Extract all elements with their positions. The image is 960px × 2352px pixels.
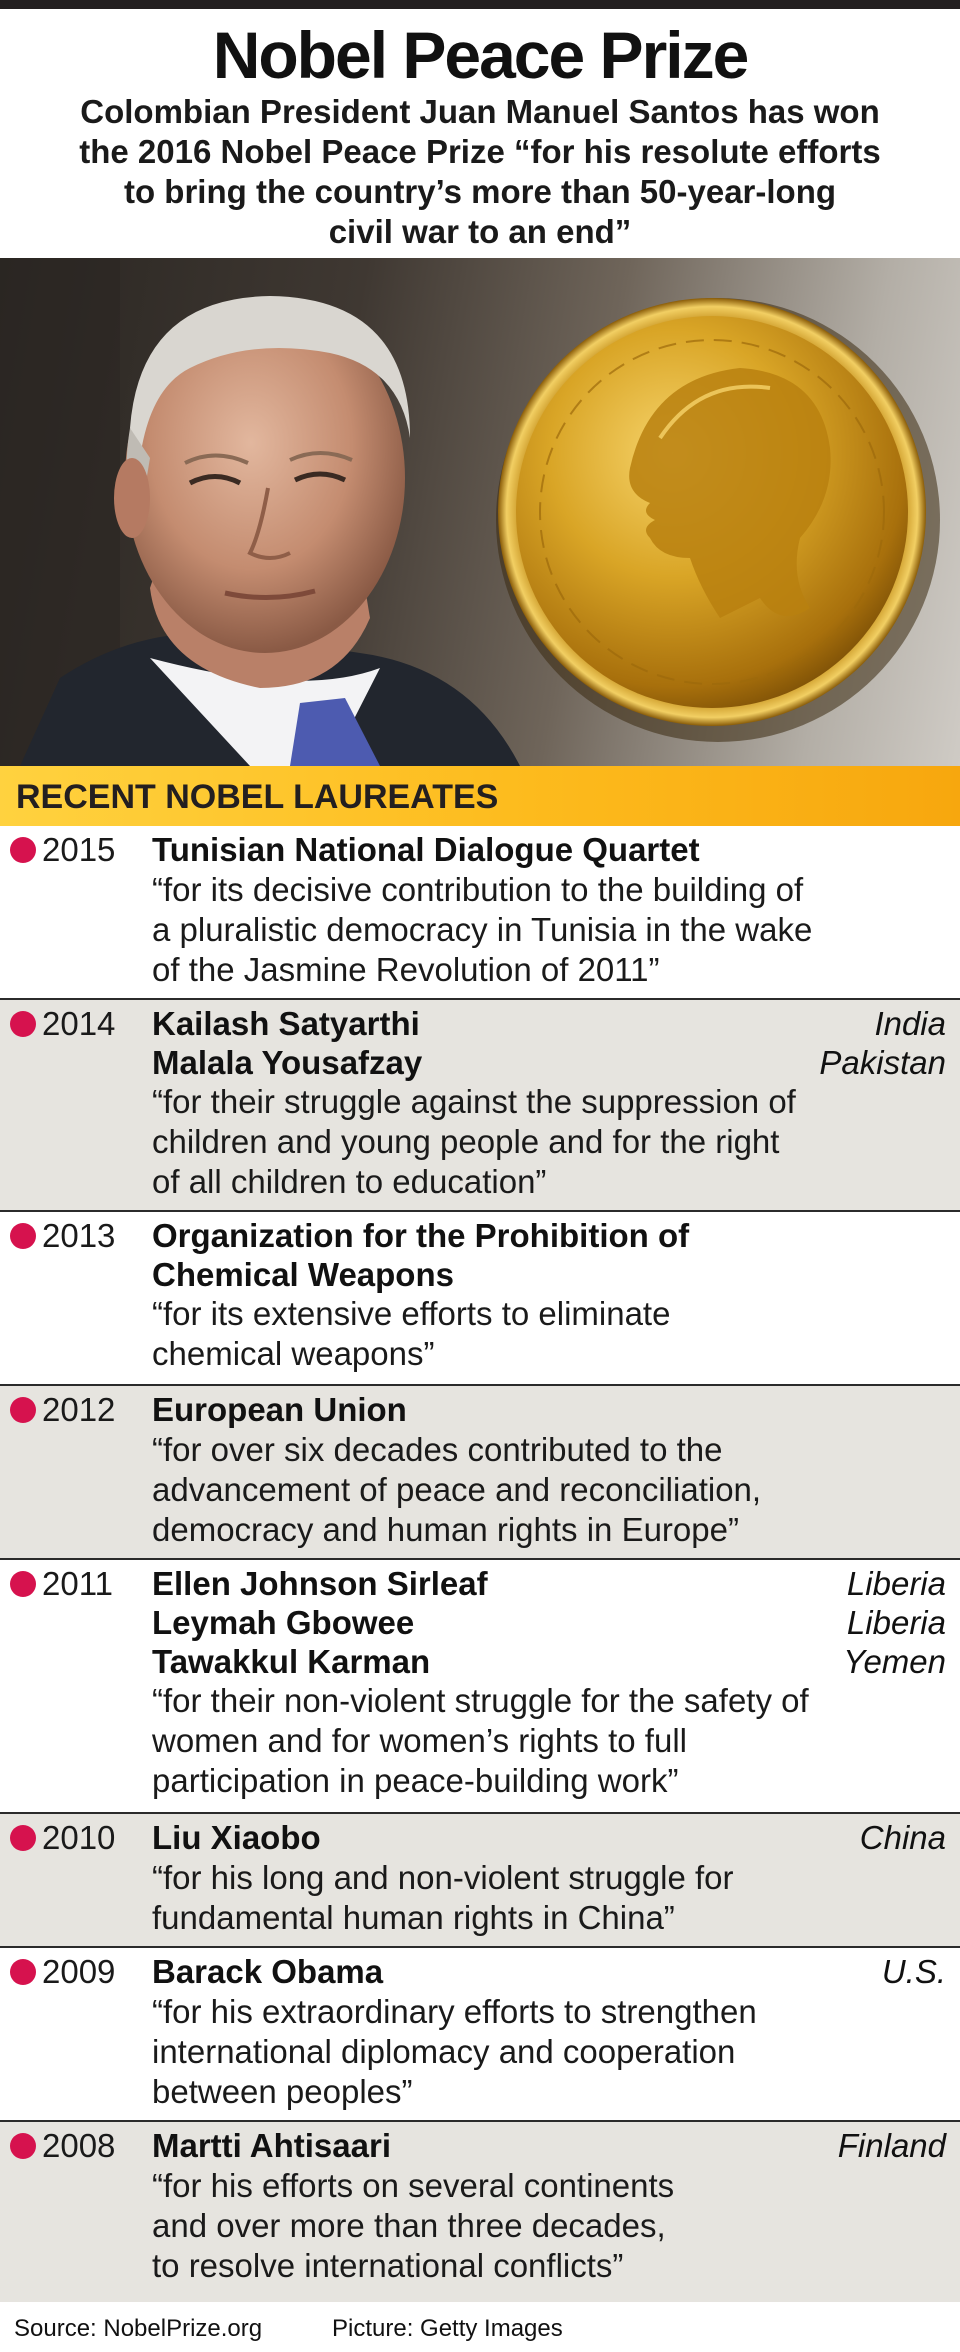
citation-line: fundamental human rights in China” bbox=[152, 1899, 675, 1936]
laureate-country: China bbox=[859, 1819, 946, 1856]
list-item bbox=[0, 1814, 960, 1948]
bullet-icon bbox=[10, 837, 36, 863]
citation-line: children and young people and for the right bbox=[152, 1123, 780, 1160]
laureate-country: U.S. bbox=[881, 1953, 946, 1990]
laureate-year: 2010 bbox=[42, 1819, 116, 1856]
page-title: Nobel Peace Prize bbox=[212, 18, 748, 92]
laureate-country: India bbox=[874, 1005, 946, 1042]
laureate-country: Pakistan bbox=[819, 1044, 946, 1081]
laureate-country: Yemen bbox=[843, 1643, 946, 1680]
citation-line: democracy and human rights in Europe” bbox=[152, 1511, 739, 1548]
bullet-icon bbox=[10, 1825, 36, 1851]
laureate-year: 2015 bbox=[42, 831, 116, 868]
citation-line: “for their non-violent struggle for the safety of bbox=[152, 1682, 809, 1719]
laureate-citation bbox=[152, 2166, 952, 2286]
laureate-citation bbox=[152, 1858, 952, 1938]
citation-line: between peoples” bbox=[152, 2073, 413, 2110]
laureate-year: 2008 bbox=[42, 2127, 116, 2164]
bullet-icon bbox=[10, 2133, 36, 2159]
laureate-name: Ellen Johnson Sirleaf bbox=[152, 1565, 488, 1602]
citation-line: and over more than three decades, bbox=[152, 2207, 666, 2244]
page-subtitle bbox=[20, 92, 940, 252]
list-item bbox=[0, 1560, 960, 1814]
laureate-name: Leymah Gbowee bbox=[152, 1604, 415, 1641]
santos-and-medal-photo bbox=[0, 258, 960, 766]
list-item bbox=[0, 1000, 960, 1212]
section-title: RECENT NOBEL LAUREATES bbox=[16, 778, 499, 816]
citation-line: chemical weapons” bbox=[152, 1335, 435, 1372]
bullet-icon bbox=[10, 1571, 36, 1597]
list-item bbox=[0, 1212, 960, 1386]
citation-line: a pluralistic democracy in Tunisia in the wake bbox=[152, 911, 813, 948]
laureate-citation bbox=[152, 870, 952, 990]
citation-line: “for its extensive efforts to eliminate bbox=[152, 1295, 671, 1332]
subtitle-line: civil war to an end” bbox=[328, 213, 632, 250]
laureate-name: Tawakkul Karman bbox=[152, 1643, 431, 1680]
laureate-name: Chemical Weapons bbox=[152, 1256, 454, 1293]
list-item bbox=[0, 2122, 960, 2302]
citation-line: of the Jasmine Revolution of 2011” bbox=[152, 951, 660, 988]
list-item bbox=[0, 1948, 960, 2122]
credits-footer bbox=[0, 2306, 960, 2352]
laureate-citation bbox=[152, 1681, 952, 1801]
citation-line: advancement of peace and reconciliation, bbox=[152, 1471, 762, 1508]
citation-line: “for his long and non-violent struggle for bbox=[152, 1859, 734, 1896]
laureate-citation bbox=[152, 1992, 952, 2112]
laureate-citation bbox=[152, 1294, 952, 1374]
section-header bbox=[0, 766, 960, 826]
subtitle-line: Colombian President Juan Manuel Santos has won bbox=[80, 93, 880, 130]
laureate-name: Kailash Satyarthi bbox=[152, 1005, 420, 1042]
bullet-icon bbox=[10, 1397, 36, 1423]
bullet-icon bbox=[10, 1959, 36, 1985]
citation-line: participation in peace-building work” bbox=[152, 1762, 679, 1799]
top-rule bbox=[0, 0, 960, 9]
bullet-icon bbox=[10, 1011, 36, 1037]
citation-line: women and for women’s rights to full bbox=[152, 1722, 687, 1759]
list-item bbox=[0, 826, 960, 1000]
list-item bbox=[0, 1386, 960, 1560]
citation-line: to resolve international conflicts” bbox=[152, 2247, 624, 2284]
laureate-citation bbox=[152, 1082, 952, 1202]
picture-credit: Picture: Getty Images bbox=[332, 2315, 563, 2342]
laureate-name: Martti Ahtisaari bbox=[152, 2127, 391, 2164]
subtitle-line: the 2016 Nobel Peace Prize “for his resolute efforts bbox=[79, 133, 881, 170]
laureate-name: European Union bbox=[152, 1391, 407, 1428]
citation-line: international diplomacy and cooperation bbox=[152, 2033, 736, 2070]
laureate-year: 2014 bbox=[42, 1005, 116, 1042]
laureate-name: Tunisian National Dialogue Quartet bbox=[152, 831, 700, 868]
laureate-year: 2013 bbox=[42, 1217, 116, 1254]
subtitle-line: to bring the country’s more than 50-year-long bbox=[123, 173, 837, 210]
laureate-name: Liu Xiaobo bbox=[152, 1819, 321, 1856]
source-credit: Source: NobelPrize.org bbox=[14, 2315, 263, 2342]
laureate-name: Barack Obama bbox=[152, 1953, 384, 1990]
citation-line: of all children to education” bbox=[152, 1163, 547, 1200]
laureate-citation bbox=[152, 1430, 952, 1550]
laureate-country: Liberia bbox=[846, 1604, 946, 1641]
citation-line: “for over six decades contributed to the bbox=[152, 1431, 723, 1468]
laureate-country: Liberia bbox=[846, 1565, 946, 1602]
citation-line: “for his efforts on several continents bbox=[152, 2167, 675, 2204]
citation-line: “for his extraordinary efforts to strengthen bbox=[152, 1993, 757, 2030]
citation-line: “for its decisive contribution to the building of bbox=[152, 871, 804, 908]
laureate-year: 2009 bbox=[42, 1953, 116, 1990]
photo-illustration bbox=[0, 258, 960, 766]
laureate-name: Organization for the Prohibition of bbox=[152, 1217, 690, 1254]
bullet-icon bbox=[10, 1223, 36, 1249]
laureate-year: 2011 bbox=[42, 1565, 113, 1602]
citation-line: “for their struggle against the suppression of bbox=[152, 1083, 796, 1120]
laureate-country: Finland bbox=[837, 2127, 946, 2164]
laureate-name: Malala Yousafzay bbox=[152, 1044, 423, 1081]
laureate-year: 2012 bbox=[42, 1391, 116, 1428]
